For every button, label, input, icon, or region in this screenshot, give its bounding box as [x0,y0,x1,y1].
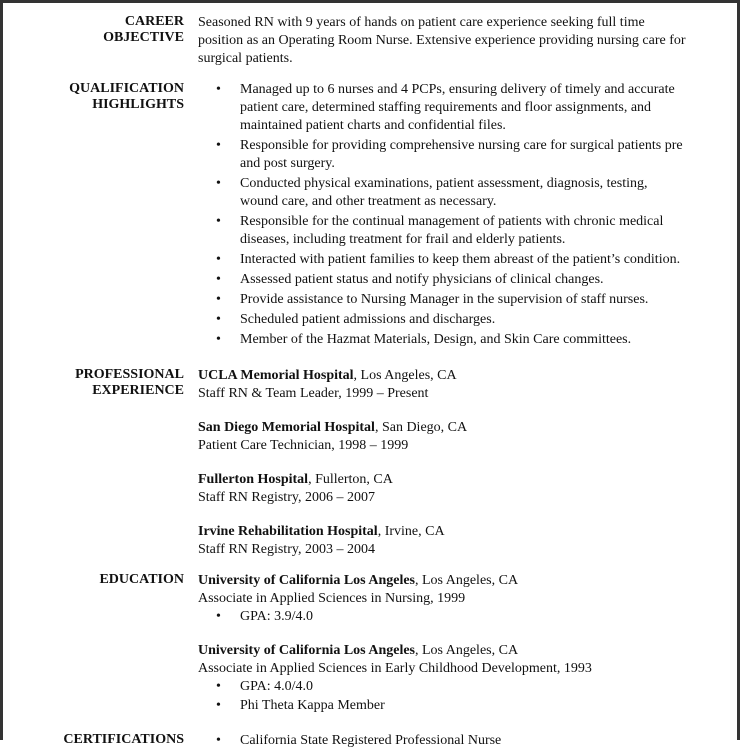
education-entry [198,642,688,715]
qualification-item: • Interacted with patient families to keep them abreast of the patient’s condition. [198,251,688,269]
heading-line: CAREER [124,14,184,29]
job-title: Staff RN Registry, 2003 – 2004 [198,542,375,557]
employer-name: San Diego Memorial Hospital [198,420,375,435]
school-location: , Los Angeles, CA [415,573,519,588]
education-section [30,572,710,716]
heading-line: HIGHLIGHTS [92,97,184,112]
employer-name: UCLA Memorial Hospital [198,368,354,383]
certifications-section [30,732,710,752]
school-line [198,572,688,590]
qualification-highlights-section [30,81,710,351]
experience-entry [198,367,688,403]
heading-line: PROFESSIONAL [75,367,184,382]
heading-line: EDUCATION [99,572,184,587]
experience-list [198,367,688,559]
qualification-item: • Managed up to 6 nurses and 4 PCPs, ensuring delivery of timely and accurate patient care, determined staffing requirements and floor assignments, and maintained patient charts and confidential files. [198,81,688,135]
job-title: Patient Care Technician, 1998 – 1999 [198,438,409,453]
qualification-highlights-heading [30,81,198,351]
employer-line [198,419,688,437]
employer-location: , Irvine, CA [377,524,445,539]
qualification-item: • Responsible for providing comprehensive nursing care for surgical patients pre and post surgery. [198,137,688,173]
heading-line: QUALIFICATION [69,81,184,96]
certifications-list [198,732,688,750]
experience-entry [198,471,688,507]
school-line [198,642,688,660]
heading-line: OBJECTIVE [103,30,184,45]
certification-item: • California State Registered Professional Nurse [198,732,688,750]
job-title: Staff RN & Team Leader, 1999 – Present [198,386,429,401]
education-detail: • GPA: 3.9/4.0 [198,608,688,626]
education-details [198,608,688,626]
qualification-item: • Member of the Hazmat Materials, Design, and Skin Care committees. [198,331,688,349]
employer-location: , Fullerton, CA [308,472,393,487]
education-details [198,678,688,715]
degree: Associate in Applied Sciences in Early Childhood Development, 1993 [198,661,592,676]
education-detail: • GPA: 4.0/4.0 [198,678,688,696]
employer-line [198,471,688,489]
degree: Associate in Applied Sciences in Nursing, 1999 [198,591,466,606]
education-entry [198,572,688,626]
employer-location: , San Diego, CA [374,420,468,435]
employer-line [198,367,688,385]
professional-experience-section [30,367,710,559]
school-name: University of California Los Angeles [198,643,415,658]
heading-line: CERTIFICATIONS [63,732,184,747]
school-name: University of California Los Angeles [198,573,415,588]
school-location: , Los Angeles, CA [415,643,519,658]
education-detail: • Phi Theta Kappa Member [198,697,688,715]
education-heading [30,572,198,716]
resume-document [30,14,710,752]
qualification-list-container [198,81,688,351]
qualification-item: • Assessed patient status and notify physicians of clinical changes. [198,271,688,289]
qualification-item: • Responsible for the continual management of patients with chronic medical diseases, including treatment for frail and elderly patients. [198,213,688,249]
certifications-list-container [198,732,688,752]
career-objective-text: Seasoned RN with 9 years of hands on patient care experience seeking full time position as an Operating Room Nurse. Extensive experience providing nursing care for surgical patients. [198,15,686,66]
career-objective-section [30,14,710,68]
employer-location: , Los Angeles, CA [353,368,457,383]
employer-name: Irvine Rehabilitation Hospital [198,524,378,539]
job-title: Staff RN Registry, 2006 – 2007 [198,490,375,505]
heading-line: EXPERIENCE [92,383,184,398]
professional-experience-heading [30,367,198,559]
qualification-list [198,81,688,349]
qualification-item: • Scheduled patient admissions and discharges. [198,311,688,329]
qualification-item: • Provide assistance to Nursing Manager in the supervision of staff nurses. [198,291,688,309]
experience-entry [198,523,688,559]
employer-name: Fullerton Hospital [198,472,309,487]
education-list [198,572,688,716]
certifications-heading [30,732,198,752]
employer-line [198,523,688,541]
career-objective-heading [30,14,198,68]
qualification-item: • Conducted physical examinations, patient assessment, diagnosis, testing, wound care, and other treatment as necessary. [198,175,688,211]
experience-entry [198,419,688,455]
